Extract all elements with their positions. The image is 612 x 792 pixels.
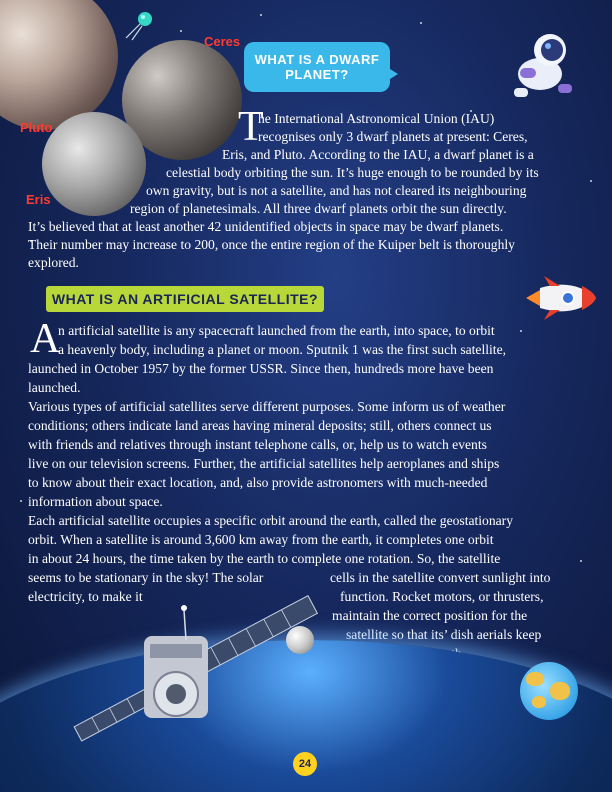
text-line: electricity, to make it [28, 589, 143, 604]
text-line: region of planetesimals. All three dwarf planets orbit the sun directly. [130, 201, 507, 216]
star [20, 500, 22, 502]
text-line: It’s believed that at least another 42 unidentified objects in space may be dwarf planets. [28, 219, 504, 234]
eris-label: Eris [26, 192, 51, 207]
sputnik-icon [122, 8, 156, 42]
text-line: information about space. [28, 494, 163, 509]
artificial-satellite-heading: WHAT IS AN ARTIFICIAL SATELLITE? [46, 286, 324, 312]
satellite-illustration [52, 582, 344, 758]
text-line: orbit. When a satellite is around 3,600 km away from the earth, it completes one orbit [28, 532, 494, 547]
dwarf-planet-heading: WHAT IS A DWARF PLANET? [244, 42, 390, 92]
text-line: launched. [28, 380, 81, 395]
text-line: function. Rocket motors, or thrusters, [340, 589, 544, 604]
text-line: Each artificial satellite occupies a specific orbit around the earth, called the geostationary [28, 513, 514, 528]
star [180, 30, 182, 32]
text-line: satellite so that its’ dish aerials keep [346, 627, 542, 642]
text-line: explored. [28, 255, 79, 270]
pluto-planet-image [0, 0, 118, 130]
text-line: a heavenly body, including a planet or moon. Sputnik 1 was the first such satellite, [58, 342, 506, 357]
star [520, 330, 522, 332]
text-line: seems to be stationary in the sky! The solar [28, 570, 264, 585]
pluto-label: Pluto [20, 120, 53, 135]
star [260, 14, 262, 16]
planet-land [532, 696, 546, 708]
text-line: with friends and relatives through instant telephone calls, or, help us to watch events [28, 437, 487, 452]
text-line: Their number may increase to 200, once the entire region of the Kuiper belt is thoroughly [28, 237, 515, 252]
page-number: 24 [293, 752, 317, 776]
ceres-label: Ceres [204, 34, 241, 49]
astronaut-icon [500, 28, 580, 108]
text-line: own gravity, but is not a satellite, and has not cleared its neighbouring [146, 183, 527, 198]
star [580, 560, 582, 562]
text-line: maintain the correct position for the [332, 608, 528, 623]
text-line: he International Astronomical Union (IAU) [258, 111, 495, 126]
text-line: to know about their exact location, and, also provide astronomers with much-needed [28, 475, 488, 490]
text-line: live on our television screens. Further, the artificial satellites help aeroplanes and ships [28, 456, 500, 471]
text-line: n artificial satellite is any spacecraft launched from the earth, into space, to orbit [58, 323, 495, 338]
text-line: conditions; others indicate land areas having mineral deposits; still, others connect us [28, 418, 492, 433]
star [590, 180, 592, 182]
planet-land [550, 682, 570, 700]
text-line: Various types of artificial satellites serve different purposes. Some inform us of weather [28, 399, 506, 414]
text-line: recognises only 3 dwarf planets at present: Ceres, [258, 129, 528, 144]
rocket-icon [522, 272, 602, 324]
text-line: launched in October 1957 by the former USSR. Since then, hundreds more have been [28, 361, 494, 376]
text-line: cells in the satellite convert sunlight into [330, 570, 551, 585]
planet-land [526, 672, 544, 686]
text-line: Eris, and Pluto. According to the IAU, a dwarf planet is a [222, 147, 534, 162]
dropcap-a: A [30, 316, 61, 362]
star [420, 22, 422, 24]
planet-icon [520, 662, 578, 720]
text-line: celestial body orbiting the sun. It’s huge enough to be rounded by its [166, 165, 539, 180]
text-line: in about 24 hours, the time taken by the earth to complete one rotation. So, the satellite [28, 551, 501, 566]
dropcap-t: T [238, 104, 264, 150]
